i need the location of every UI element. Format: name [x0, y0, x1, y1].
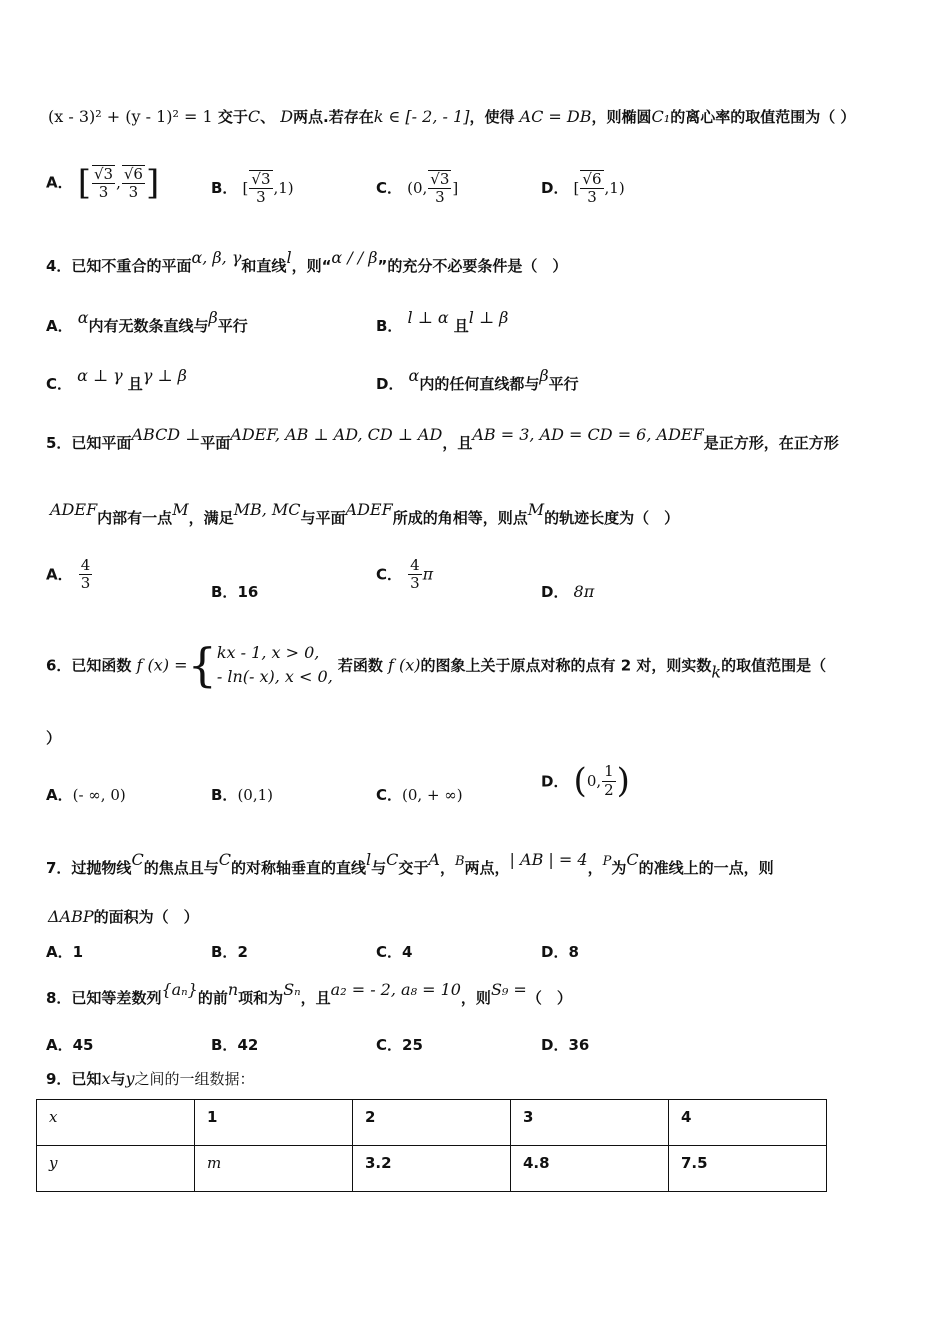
option-label: C．	[46, 375, 73, 393]
frac-num: 1	[604, 762, 614, 781]
frac-den: 3	[128, 183, 139, 201]
q5-text: 5．已知平面	[46, 434, 132, 452]
q5-math: MB, MC	[233, 500, 301, 519]
q5-math: M	[172, 500, 189, 519]
q7-math: A	[428, 850, 440, 869]
opt-math: α ⊥ γ	[77, 366, 123, 385]
q6-option-b[interactable]	[211, 784, 273, 805]
q8-text: 8．已知等差数列	[46, 989, 162, 1007]
option-value: 42	[237, 1036, 259, 1054]
q7-math: C	[218, 850, 231, 869]
option-value: (0,1)	[237, 786, 273, 804]
option-label: D．	[541, 583, 569, 601]
frac-den: 3	[435, 188, 445, 207]
option-label: A．	[46, 1036, 73, 1054]
option-label: A．	[46, 317, 73, 335]
table-cell: 3	[511, 1100, 669, 1146]
q5-math: ADEF	[50, 500, 98, 519]
option-label: B．	[211, 583, 238, 601]
option-label: A．	[46, 786, 73, 804]
table-cell: 2	[353, 1100, 511, 1146]
opt-text: 内有无数条直线与	[88, 317, 209, 335]
q7-text: 为	[611, 859, 627, 877]
q7-math: B	[454, 854, 465, 869]
q5-text: 平面	[200, 434, 231, 452]
q7-math: C	[626, 850, 639, 869]
q6-option-d[interactable]	[541, 761, 630, 801]
option-value: 1	[72, 943, 84, 961]
table-cell: 1	[195, 1100, 353, 1146]
q5-text: 所成的角相等，则点	[392, 509, 528, 527]
q4-option-a[interactable]	[46, 308, 248, 336]
opt-tail: ]	[452, 178, 459, 197]
option-value: 45	[72, 1036, 94, 1054]
opt-text: 且	[127, 375, 143, 393]
frac-num: √6	[123, 164, 143, 183]
q6-k: k	[711, 662, 722, 682]
q7-math: l	[365, 850, 372, 869]
q7-text: 的对称轴垂直的直线	[230, 859, 366, 877]
q6-function-2: f (x)	[388, 655, 421, 675]
q8-text: ，则	[460, 989, 491, 1007]
q7-option-a[interactable]	[46, 941, 83, 962]
option-label: D．	[541, 943, 569, 961]
frac-den: 3	[98, 183, 109, 201]
q6-stem	[46, 638, 826, 692]
q3-text-2: 两点.若存在	[293, 108, 374, 126]
q7-text: 7．过抛物线	[46, 859, 132, 877]
q8-stem	[46, 980, 572, 1008]
bracket-open: [	[77, 163, 91, 203]
q6-stem-close	[46, 727, 61, 748]
q4-option-c[interactable]	[46, 366, 187, 394]
q5-text: ，且	[442, 434, 473, 452]
paren-close: )	[616, 761, 630, 801]
option-label: B．	[211, 786, 238, 804]
pi: π	[422, 564, 434, 584]
q3-k-range: k ∈ [- 2, - 1]	[373, 107, 470, 126]
q5-option-a[interactable]	[46, 557, 93, 593]
q7-text: 两点，	[464, 859, 510, 877]
option-value: 8π	[573, 582, 595, 601]
q6-text: 6．已知函数	[46, 656, 132, 675]
option-label: C．	[376, 1036, 403, 1054]
q7-math: C	[131, 850, 144, 869]
opt-text: 平行	[217, 317, 248, 335]
frac-den: 3	[410, 574, 420, 593]
q7-triangle: ΔABP	[48, 907, 94, 926]
q8-option-d[interactable]	[541, 1034, 589, 1055]
q7-text: 交于	[398, 859, 429, 877]
q7-math: C	[386, 850, 399, 869]
opt-math: γ ⊥ β	[142, 366, 187, 385]
q3-option-c[interactable]	[376, 170, 458, 207]
opt-math: β	[208, 308, 218, 327]
table-cell: y	[37, 1146, 195, 1192]
q7-text: 的面积为（ ）	[93, 908, 199, 926]
q3-text-5: 的离心率的取值范围为（ ）	[670, 108, 856, 126]
q4-stem	[46, 248, 567, 276]
q7-stem-2	[48, 906, 199, 927]
q5-math: ADEF, AB ⊥ AD, CD ⊥ AD	[230, 425, 443, 444]
q8-math: Sₙ	[283, 980, 301, 999]
opt-open: (0,	[407, 178, 428, 197]
q5-text: 内部有一点	[97, 509, 173, 527]
table-cell: m	[195, 1146, 353, 1192]
option-value: (0, + ∞)	[402, 786, 463, 804]
q9-text: 9．已知	[46, 1070, 102, 1088]
q3-sep: 、	[260, 108, 276, 126]
q7-option-b[interactable]	[211, 941, 248, 962]
q4-option-d[interactable]	[376, 366, 579, 394]
option-value: 36	[568, 1036, 590, 1054]
q7-text: ，	[587, 859, 603, 877]
table-row	[37, 1146, 827, 1192]
q4-option-b[interactable]	[376, 308, 508, 336]
q7-text: 的准线上的一点，则	[638, 859, 774, 877]
q7-math: P	[602, 854, 612, 869]
q6-text-4: 的取值范围是（	[721, 656, 827, 675]
option-label: C．	[376, 786, 403, 804]
q4-text: 4．已知不重合的平面	[46, 257, 192, 275]
q5-math: ABCD ⊥	[131, 425, 201, 444]
option-label: B．	[211, 178, 238, 197]
q6-text-2: 若函数	[337, 656, 383, 675]
option-label: D．	[541, 1036, 569, 1054]
q6-text-3: 的图象上关于原点对称的点有 2 对，则实数	[420, 656, 712, 675]
option-label: B．	[211, 1036, 238, 1054]
frac-den: 2	[604, 780, 614, 799]
option-label: C．	[376, 178, 403, 197]
q5-text: 与平面	[300, 509, 346, 527]
opt-open: [	[573, 178, 580, 197]
q8-option-b[interactable]	[211, 1034, 258, 1055]
q5-math: AB = 3, AD = CD = 6, ADEF	[472, 425, 704, 444]
q7-option-d[interactable]	[541, 941, 579, 962]
q3-text-3: ，使得	[469, 108, 515, 126]
table-cell: 3.2	[353, 1146, 511, 1192]
q3-option-b[interactable]	[211, 170, 294, 207]
table-row	[37, 1100, 827, 1146]
q4-planes: α, β, γ	[191, 248, 242, 267]
q5-option-b[interactable]	[211, 581, 258, 602]
frac-den: 3	[587, 188, 597, 207]
q9-math: x	[101, 1069, 111, 1088]
option-value: 16	[237, 583, 259, 601]
q9-text: 之间的一组数据：	[134, 1070, 255, 1088]
q3-option-d[interactable]	[541, 170, 625, 207]
option-label: D．	[541, 772, 569, 791]
q9-data-table	[36, 1099, 827, 1192]
q8-math: a₂ = - 2, a₈ = 10	[330, 980, 461, 999]
q5-option-d[interactable]	[541, 581, 594, 602]
case-1: kx - 1, x > 0,	[216, 643, 320, 662]
q8-math: {aₙ}	[161, 980, 198, 999]
frac-num: 4	[410, 556, 420, 574]
opt-math: l ⊥ α	[407, 308, 449, 327]
q8-text: （ ）	[526, 989, 572, 1007]
frac-num: √6	[582, 170, 602, 188]
q5-stem-line1	[46, 425, 839, 453]
q6-function: f (x) =	[136, 655, 188, 675]
q9-text: 与	[110, 1070, 126, 1088]
q5-stem-line2	[50, 500, 679, 528]
q6-option-a[interactable]	[46, 784, 126, 805]
q4-text-2: 和直线	[241, 257, 287, 275]
option-value: 8	[568, 943, 579, 961]
q3-point-d: D	[280, 107, 294, 126]
q8-text: ，且	[300, 989, 331, 1007]
q8-text: 的前	[197, 989, 228, 1007]
option-label: A．	[46, 565, 73, 584]
q5-text: 是正方形，在正方形	[703, 434, 839, 452]
piecewise-cases	[217, 641, 333, 689]
q4-line: l	[286, 248, 292, 267]
option-label: C．	[376, 943, 403, 961]
opt-math: β	[539, 366, 549, 385]
q6-text-5: ）	[46, 729, 62, 747]
frac-num: 4	[80, 556, 91, 574]
opt-text: 且	[453, 317, 469, 335]
option-value: 4	[402, 943, 413, 961]
opt-tail: ,1)	[604, 178, 625, 197]
q6-option-c[interactable]	[376, 784, 463, 805]
q5-math: ADEF	[345, 500, 393, 519]
q3-circle-equation: (x - 3)² + (y - 1)² = 1	[48, 107, 213, 126]
q8-option-c[interactable]	[376, 1034, 423, 1055]
option-label: A．	[46, 173, 73, 192]
q3-point-c: C	[247, 107, 261, 126]
option-value: (- ∞, 0)	[72, 786, 126, 804]
q5-text: 的轨迹长度为（ ）	[544, 509, 680, 527]
bracket-close: ]	[145, 163, 160, 203]
q5-text: ，满足	[188, 509, 234, 527]
opt-text: 平行	[548, 375, 579, 393]
q7-text: 的焦点且与	[143, 859, 219, 877]
q3-text-4: ，则椭圆	[591, 108, 652, 126]
q7-option-c[interactable]	[376, 941, 412, 962]
table-cell: 4.8	[511, 1146, 669, 1192]
frac-num: √3	[430, 170, 450, 188]
opt-math: α	[77, 308, 89, 327]
opt-open: [	[242, 178, 249, 197]
q5-option-c[interactable]	[376, 557, 433, 593]
option-value: 2	[237, 943, 248, 961]
opt-tail: ,1)	[273, 178, 294, 197]
frac-den: 3	[256, 188, 266, 207]
opt-text: 内的任何直线都与	[419, 375, 540, 393]
q3-option-a[interactable]: A． [ $\frac{√3}{3}$ , $\frac{√6}{3}$ ]	[46, 163, 160, 203]
q3-stem	[48, 106, 855, 127]
option-value: 25	[402, 1036, 423, 1054]
option-label: A．	[46, 943, 73, 961]
option-label: B．	[376, 317, 403, 335]
q7-text: ，	[439, 859, 455, 877]
q7-text: 与	[371, 859, 387, 877]
paren-open: (	[573, 761, 587, 801]
q9-stem	[46, 1068, 255, 1089]
q7-math: | AB | = 4	[509, 850, 588, 869]
q8-math: n	[227, 980, 239, 999]
option-label: C．	[376, 565, 403, 584]
frac-num: √3	[93, 164, 114, 183]
case-2: - ln(- x), x < 0,	[216, 667, 333, 686]
q4-text-3: ，则“	[291, 257, 332, 275]
q5-math: M	[527, 500, 545, 519]
table-cell: x	[37, 1100, 195, 1146]
table-cell: 4	[669, 1100, 827, 1146]
opt-math: l ⊥ β	[468, 308, 509, 327]
frac-den: 3	[80, 574, 91, 593]
option-label: D．	[376, 375, 404, 393]
q8-math: S₉ =	[490, 980, 527, 999]
option-label: D．	[541, 178, 569, 197]
q3-ellipse: C₁	[651, 107, 671, 126]
q4-text-4: ”的充分不必要条件是（ ）	[377, 257, 568, 275]
q9-math: y	[125, 1069, 135, 1088]
option-value: 0,	[586, 772, 602, 790]
q7-stem	[46, 850, 774, 878]
q8-text: 项和为	[238, 989, 284, 1007]
q3-text: 交于	[217, 108, 248, 126]
q8-option-a[interactable]	[46, 1034, 93, 1055]
opt-math: α	[408, 366, 420, 385]
piecewise-brace: {	[187, 638, 217, 692]
q4-parallel: α / / β	[331, 248, 378, 267]
frac-num: √3	[251, 170, 271, 188]
option-label: B．	[211, 943, 238, 961]
table-cell: 7.5	[669, 1146, 827, 1192]
q3-condition: AC = DB	[519, 107, 592, 126]
